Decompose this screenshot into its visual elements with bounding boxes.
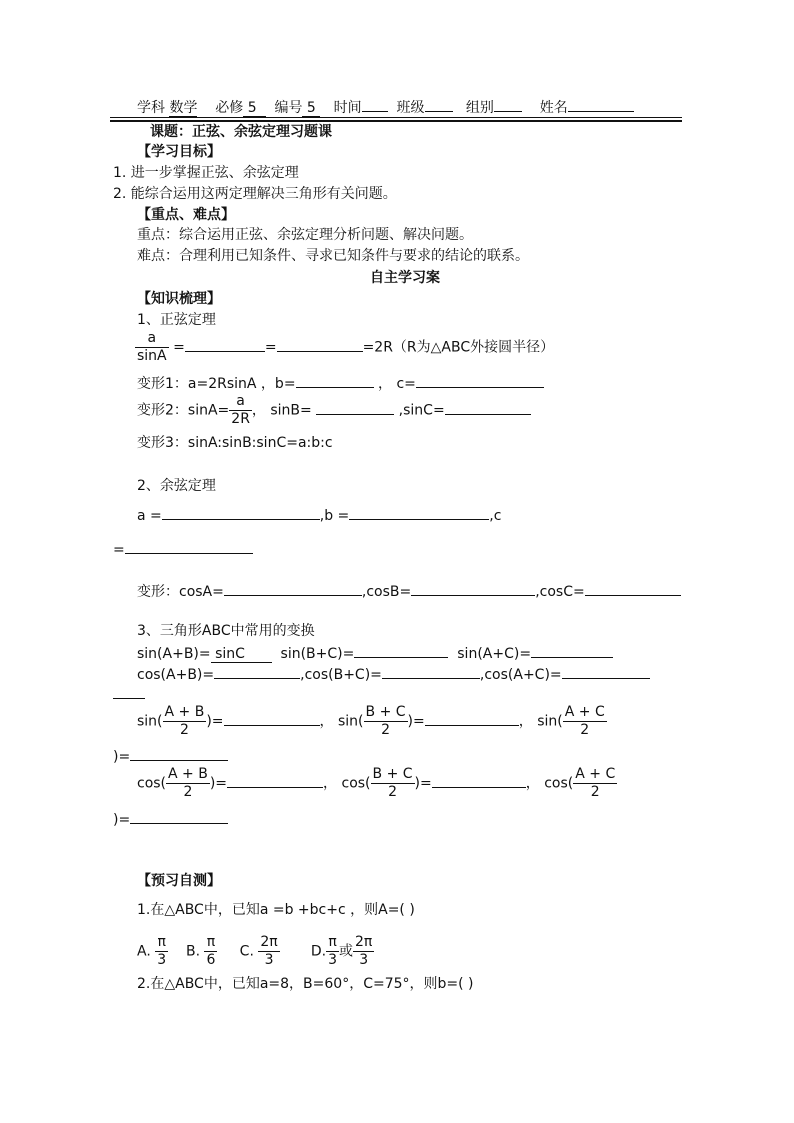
number-value: 5 (306, 100, 316, 116)
answer-blank[interactable] (277, 337, 363, 352)
variant-2: 变形2：sinA= $\frac{a}{2R}$ ， sinB= ,sinC= (137, 393, 531, 428)
answer-blank[interactable] (162, 505, 320, 520)
half-angle-sin-continued: )= (113, 746, 228, 766)
preview-heading: 【预习自测】 (137, 873, 221, 889)
fraction-a-over-2r: $\frac{a}{2R}$ (231, 393, 250, 427)
answer-blank[interactable] (416, 373, 544, 388)
option-a[interactable]: A. (137, 943, 151, 960)
answer-blank[interactable] (445, 400, 531, 415)
question-1: 1.在△ABC中，已知a =b +bc+c ，则A=( ) (137, 902, 415, 918)
header-rule-thick (110, 120, 682, 122)
fraction-2pi-over-3: $\frac{2\pi}{3}$ (260, 934, 278, 968)
goal-item: 2. 能综合运用这两定理解决三角形有关问题。 (113, 186, 397, 202)
answer-blank[interactable] (224, 581, 362, 596)
subject-label: 学科 (137, 100, 165, 116)
course-value: 5 (247, 100, 257, 116)
group-label: 组别 (465, 100, 494, 116)
trans-row-cos-continued (113, 684, 145, 704)
header-rule-thin (110, 117, 682, 118)
half-angle-cos-row: cos( $\frac{A + B}{2}$ )= ， cos( $\frac{B + C}{2}$ )= ， cos( $\frac{A + C}{2}$ (137, 766, 616, 800)
fraction-a-over-sina: $\frac{a}{\sin A}$ (137, 330, 167, 364)
answer-blank[interactable] (425, 711, 519, 726)
fraction-half-bc: $\frac{B + C}{2}$ (372, 766, 413, 800)
goals-heading: 【学习目标】 (137, 144, 221, 160)
variant-3: 变形3：sinA:sinB:sinC=a:b:c (137, 435, 333, 451)
lesson-title: 课题：正弦、余弦定理习题课 (150, 124, 332, 140)
section-title: 自主学习案 (370, 270, 440, 286)
trans-title: 3、三角形ABC中常用的变换 (137, 623, 315, 639)
sine-law-formula: $\frac{a}{\sin A}$ = = =2R（R为△ABC外接圆半径） (137, 330, 555, 364)
fraction-pi-over-3: $\frac{\pi}{3}$ (157, 934, 167, 968)
answer-blank[interactable] (185, 337, 265, 352)
half-angle-sin-row: sin( $\frac{A + B}{2}$ )= ， sin( $\frac{B + C}{2}$ )= ， sin( $\frac{A + C}{2}$ (137, 704, 605, 738)
question-2: 2.在△ABC中，已知a=8，B=60°，C=75°，则b=( ) (137, 976, 474, 992)
course-label: 必修 (215, 100, 244, 116)
fraction-half-ac: $\frac{A + C}{2}$ (575, 766, 616, 800)
class-blank[interactable] (425, 97, 453, 112)
trans-row-sin: sin(A+B)= sinC sin(B+C)= sin(A+C)= (137, 643, 613, 663)
answer-blank[interactable] (224, 711, 320, 726)
keypoints-heading: 【重点、难点】 (137, 207, 235, 223)
name-blank[interactable] (568, 97, 634, 112)
fraction-pi-over-6: $\frac{\pi}{6}$ (206, 934, 216, 968)
variant-1: 变形1：a=2RsinA ，b= ， c= (137, 373, 544, 393)
answer-blank[interactable] (113, 684, 145, 699)
answer-blank[interactable] (585, 581, 681, 596)
answer-blank[interactable] (296, 373, 374, 388)
answer-blank[interactable] (125, 539, 253, 554)
number-label: 编号 (274, 100, 303, 116)
answer-blank[interactable] (562, 664, 650, 679)
difficulty-text: 难点：合理利用已知条件、寻求已知条件与要求的结论的联系。 (137, 248, 529, 264)
header-line (137, 97, 634, 117)
cos-law-title: 2、余弦定理 (137, 478, 216, 494)
answer-blank[interactable] (316, 400, 394, 415)
fraction-half-ac: $\frac{A + C}{2}$ (564, 704, 605, 738)
answer-blank[interactable] (432, 773, 526, 788)
fraction-half-ab: $\frac{A + B}{2}$ (164, 704, 205, 738)
cos-law-formula: a = ,b = ,c (137, 505, 501, 525)
answer-blank[interactable] (130, 809, 228, 824)
time-label: 时间 (333, 100, 362, 116)
half-angle-cos-continued: )= (113, 809, 228, 829)
time-blank[interactable] (362, 97, 388, 112)
fraction-2pi-over-3: $\frac{2\pi}{3}$ (355, 934, 373, 968)
answer-blank[interactable] (531, 643, 613, 658)
option-d[interactable]: D. (310, 943, 327, 960)
question-1-options: A. $\frac{\pi}{3}$ B. $\frac{\pi}{6}$ C. $\frac{2\pi}{3}$ D. $\frac{\pi}{3}$ 或 $\frac{2\pi}{3}$ (137, 934, 373, 968)
fraction-pi-over-3: $\frac{\pi}{3}$ (328, 934, 338, 968)
option-c[interactable]: C. (239, 943, 254, 960)
sine-law-title: 1、正弦定理 (137, 312, 216, 328)
class-label: 班级 (396, 100, 425, 116)
name-label: 姓名 (539, 100, 568, 116)
answer-blank[interactable] (382, 664, 480, 679)
subject-value: 数学 (169, 100, 198, 116)
sample-answer: sinC (215, 646, 245, 662)
goal-item: 1. 进一步掌握正弦、余弦定理 (113, 165, 299, 181)
key-point-text: 重点：综合运用正弦、余弦定理分析问题、解决问题。 (137, 227, 473, 243)
cos-law-continued: = (113, 539, 253, 559)
answer-blank[interactable] (411, 581, 535, 596)
answer-blank[interactable] (349, 505, 489, 520)
option-b[interactable]: B. (185, 943, 201, 960)
trans-row-cos: cos(A+B)= ,cos(B+C)= ,cos(A+C)= (137, 664, 650, 684)
answer-blank[interactable] (354, 643, 448, 658)
knowledge-heading: 【知识梳理】 (137, 291, 221, 307)
fraction-half-bc: $\frac{B + C}{2}$ (365, 704, 406, 738)
answer-blank[interactable] (130, 746, 228, 761)
answer-blank[interactable] (227, 773, 323, 788)
cos-variant: 变形：cosA= ,cosB= ,cosC= (137, 581, 681, 601)
answer-blank[interactable] (214, 664, 300, 679)
fraction-half-ab: $\frac{A + B}{2}$ (168, 766, 208, 800)
group-blank[interactable] (494, 97, 522, 112)
